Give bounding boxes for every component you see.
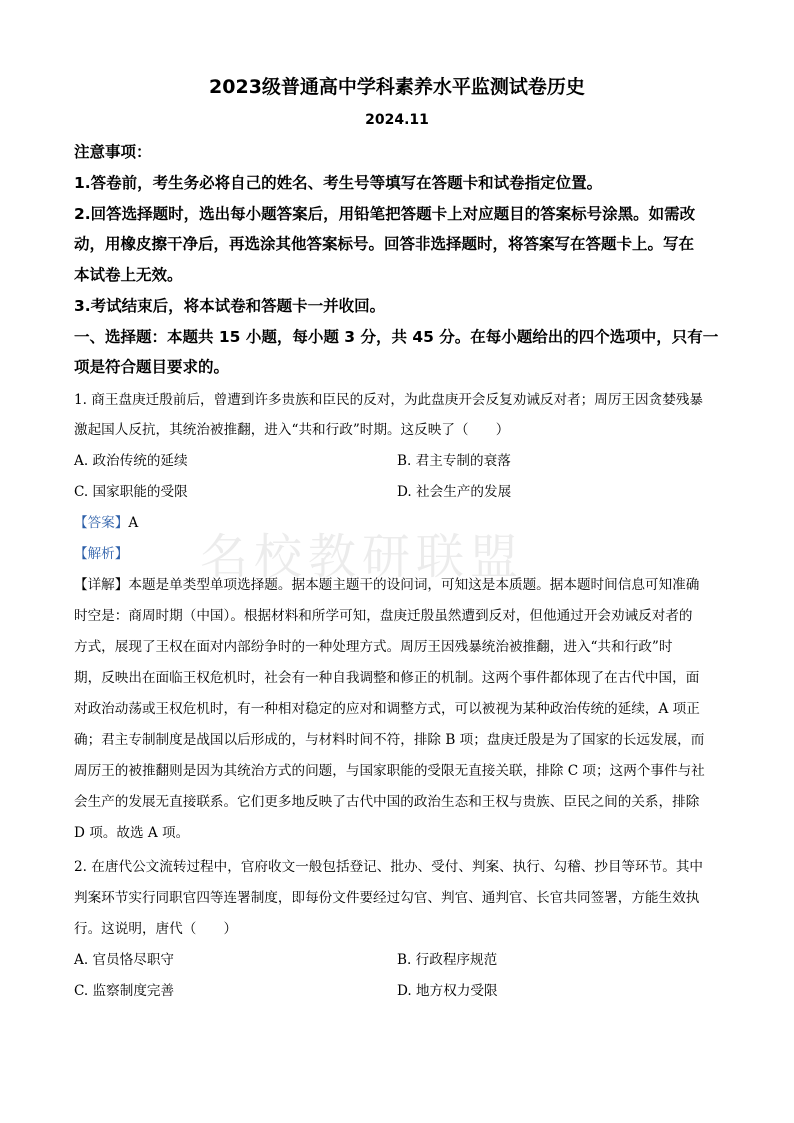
q1-analysis-line [74, 539, 724, 570]
q2-stem-line-2: 判案环节实行同职官四等连署制度，即每份文件要经过勾官、判官、通判官、长官共同签署，方能生效执 [74, 890, 700, 906]
q1-option-d: D. 社会生产的发展 [397, 484, 512, 500]
watermark: 名校教研联盟 [200, 529, 525, 585]
notice-item-3: 3.考试结束后，将本试卷和答题卡一并收回。 [74, 297, 386, 315]
answer-tag: 【答案】 [74, 515, 129, 531]
exam-date: 2024.11 [365, 112, 429, 128]
q1-answer-line [74, 508, 724, 539]
q1-detail-line-5: 对政治动荡或王权危机时，有一种相对稳定的应对和调整方式，可以被视为某种政治传统的延续，A 项正 [74, 701, 700, 717]
q1-detail-line-9: D 项。故选 A 项。 [74, 825, 190, 841]
q1-answer: A [128, 515, 139, 531]
detail-tag: 【详解】 [74, 577, 129, 593]
q1-detail-line-3: 方式，展现了王权在面对内部纷争时的一种处理方式。周厉王因残暴统治被推翻，进入“共和行政”时 [74, 639, 673, 655]
q1-detail-line-8: 会生产的发展无直接联系。它们更多地反映了古代中国的政治生态和王权与贵族、臣民之间的关系，排除 [74, 794, 700, 810]
q1-option-a: A. 政治传统的延续 [74, 453, 188, 469]
q1-detail-line-6: 确；君主专制制度是战国以后形成的，与材料时间不符，排除 B 项；盘庚迁殷是为了国家的长远发展，而 [74, 732, 705, 748]
q1-detail-line-7: 周厉王的被推翻则是因为其统治方式的问题，与国家职能的受限无直接关联，排除 C 项；这两个事件与社 [74, 763, 705, 779]
q2-stem-line-3: 行。这说明，唐代（ ） [74, 921, 238, 937]
notice-item-2-line-1: 2.回答选择题时，选出每小题答案后，用铅笔把答题卡上对应题目的答案标号涂黑。如需改 [74, 205, 696, 223]
notice-item-2-line-2: 动，用橡皮擦干净后，再选涂其他答案标号。回答非选择题时，将答案写在答题卡上。写在 [74, 235, 695, 253]
notice-item-1: 1.答卷前，考生务必将自己的姓名、考生号等填写在答题卡和试卷指定位置。 [74, 174, 603, 192]
q1-detail-text-1: 本题是单类型单项选择题。据本题主题干的设问词，可知这是本质题。据本题时间信息可知准确 [128, 577, 700, 593]
q1-option-c: C. 国家职能的受限 [74, 484, 188, 500]
exam-title: 2023级普通高中学科素养水平监测试卷历史 [209, 76, 585, 98]
q2-option-b: B. 行政程序规范 [397, 952, 498, 968]
q1-detail-line-1 [74, 570, 724, 601]
q2-option-c: C. 监察制度完善 [74, 983, 175, 999]
q1-option-b: B. 君主专制的衰落 [397, 453, 511, 469]
section-heading-line-1: 一、选择题：本题共 15 小题，每小题 3 分，共 45 分。在每小题给出的四个选项中，只有一 [74, 328, 719, 346]
section-heading-line-2: 项是符合题目要求的。 [74, 358, 230, 376]
q2-option-a: A. 官员恪尽职守 [74, 952, 175, 968]
q1-detail-line-4: 期，反映出在面临王权危机时，社会有一种自我调整和修正的机制。这两个事件都体现了在古代中国，面 [74, 670, 700, 686]
q1-stem-line-2: 激起国人反抗，其统治被推翻，进入“共和行政”时期。这反映了（ ） [74, 422, 510, 438]
q2-stem-line-1: 2. 在唐代公文流转过程中，官府收文一般包括登记、批办、受付、判案、执行、勾稽、抄目等环节。其中 [74, 859, 704, 875]
q1-detail-line-2: 时空是：商周时期（中国）。根据材料和所学可知，盘庚迁殷虽然遭到反对，但他通过开会劝诫反对者的 [74, 608, 693, 624]
q2-option-d: D. 地方权力受限 [397, 983, 498, 999]
analysis-tag: 【解析】 [74, 546, 129, 562]
q1-stem-line-1: 1. 商王盘庚迁殷前后，曾遭到许多贵族和臣民的反对，为此盘庚开会反复劝诫反对者；周厉王因贪婪残暴 [74, 392, 704, 408]
notice-item-2-line-3: 本试卷上无效。 [74, 266, 183, 284]
notice-heading: 注意事项： [74, 143, 152, 161]
